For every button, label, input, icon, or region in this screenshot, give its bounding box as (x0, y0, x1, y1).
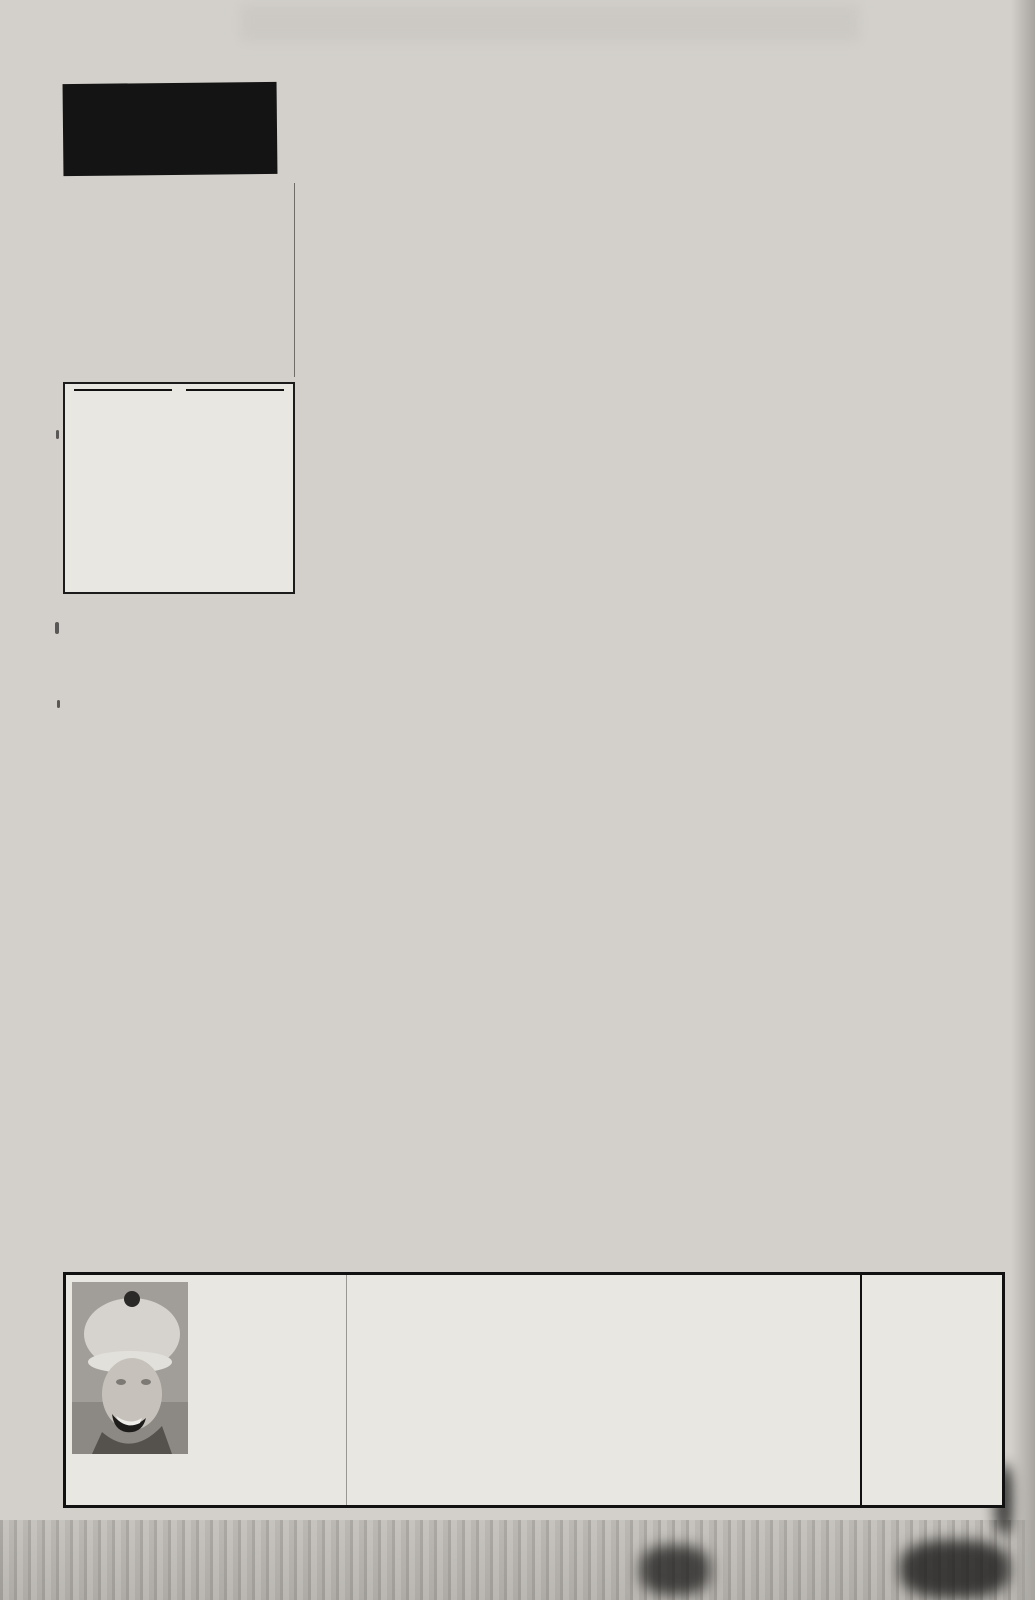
masthead (63, 82, 278, 176)
scan-speck (57, 700, 60, 708)
scan-ghost-artifact (240, 4, 860, 42)
ink-smudge (900, 1540, 1010, 1598)
print-noise-band (0, 1520, 1035, 1600)
dominique-boeuf-photo (72, 1282, 188, 1454)
rule-line (74, 389, 172, 391)
expert-opinion-box (66, 1275, 346, 1505)
bottom-band (63, 1272, 1005, 1508)
couple-title-row (74, 389, 284, 391)
rule-line (186, 389, 284, 391)
intro-box (63, 183, 295, 377)
ink-smudge (640, 1545, 710, 1595)
scan-speck (55, 622, 59, 634)
horse-grid (63, 183, 1005, 1261)
horse-summaries (346, 1275, 860, 1505)
prono-box (860, 1275, 1002, 1505)
scan-speck (56, 430, 59, 439)
couple-box (63, 382, 295, 594)
scan-edge-shadow (1011, 0, 1035, 1600)
